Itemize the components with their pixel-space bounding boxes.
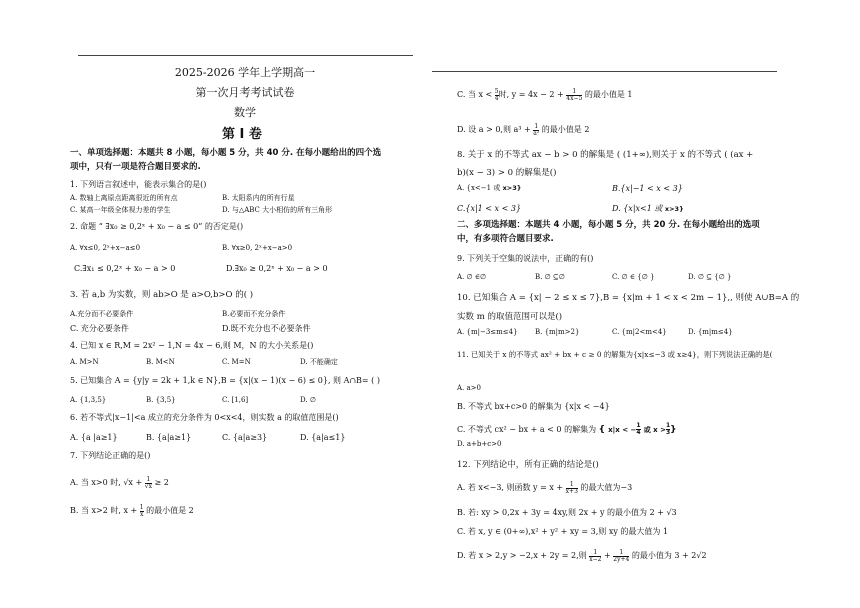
q9-option-d: D. ∅ ⊆ {∅ } (688, 273, 732, 281)
q1-option-b: B. 太阳系内的所有行星 (222, 194, 295, 202)
q12-stem: 12. 下列结论中，所有正确的结论是() (457, 460, 599, 470)
section2-heading-2: 中，有多项符合题目要求. (457, 234, 554, 244)
q8-d-tag: x>3} (664, 205, 684, 213)
q7-option-c (457, 88, 633, 102)
q7-option-b (70, 504, 194, 518)
exam-subject: 数学 (234, 106, 256, 119)
q8-option-a (457, 184, 521, 193)
q7-option-d (457, 123, 589, 137)
q7-a-pre: A. 当 x>0 时, √x + (70, 478, 145, 487)
q12-d-pre: D. 若 x > 2,y > −2,x + 2y = 2,则 (457, 551, 590, 560)
q7-c-den2: 4x−5 (566, 94, 583, 102)
q11-option-d: D. a+b+c>0 (457, 440, 502, 448)
q12-d-post: 的最小值为 3 + 2√2 (629, 551, 707, 560)
q4-option-d: D. 不能确定 (300, 358, 338, 366)
q11-c-set: { x|x < − $\frac{1}{4}$ 或 x > $\frac{1}{3}$ } (598, 422, 677, 436)
q7-c-den1: 4 (494, 94, 499, 102)
q8-option-b: B.{x|−1 < x < 3} (612, 184, 683, 193)
q1-option-c: C. 某高一年级全体视力差的学生 (70, 206, 171, 214)
q4-option-c: C. M=N (222, 358, 251, 366)
q7-b-num: 1 (139, 503, 144, 511)
q11-c-fraction2 (666, 423, 670, 436)
exam-title-line2: 第一次月考考试试卷 (195, 86, 295, 99)
q1-stem: 1. 下列语言叙述中，能表示集合的是() (70, 180, 207, 189)
q7-a-post: ≥ 2 (151, 478, 169, 487)
q1-option-d: D. 与△ABC 大小相仿的所有三角形 (222, 206, 333, 214)
exam-title-line1: 2025-2026 学年上学期高一 (174, 66, 316, 79)
q11-option-a: A. a>0 (457, 384, 481, 392)
q7-c-num2: 1 (566, 89, 582, 96)
q8-a-text: A. {x<−1 或 (457, 184, 501, 192)
q10-option-a: A. {m|−3≤m≤4} (457, 328, 518, 336)
q7-d-den: a² (533, 129, 540, 137)
q10-stem-1: 10. 已知集合 A = {x| − 2 ≤ x ≤ 7},B = {x|m + 1 < x < 2m − 1},, 则使 A∪B=A 的 (457, 293, 800, 303)
q7-c-post: 的最小值是 1 (582, 90, 633, 99)
q7-a-num: 1 (146, 475, 151, 483)
q7-c-mid: 时, y = 4x − 2 + (498, 90, 567, 99)
q10-stem-2: 实数 m 的取值范围可以是() (457, 312, 563, 322)
left-top-rule (78, 55, 413, 56)
q2-stem: 2. 命题 “ ∃x₀ ≥ 0,2ˣ + x₀ − a ≤ 0” 的否定是() (70, 222, 244, 231)
q12-a-num: 1 (566, 482, 578, 489)
section1-heading-1: 一、单项选择题：本题共 8 小题，每小题 5 分，共 40 分. 在每小题给出的四个选 (70, 148, 382, 158)
q2-option-d: D.∃x₀ ≥ 0,2ˣ + x₀ − a > 0 (226, 264, 328, 273)
q7-d-post: 的最小值是 2 (539, 125, 590, 134)
section2-heading-1: 二、多项选择题：本题共 4 小题，每小题 5 分，共 20 分. 在每小题给出的选项 (457, 220, 760, 230)
q3-option-a: A.充分而不必要条件 (70, 310, 134, 318)
q8-stem-1: 8. 关于 x 的不等式 ax − b > 0 的解集是 ( (1+∞),则关于 x 的不等式 ( (ax + (457, 150, 754, 160)
q12-d-mid: + (601, 551, 614, 560)
q9-option-b: B. ∅ ⊆∅ (535, 273, 565, 281)
q11-c-den1: 4 (636, 429, 641, 436)
q3-stem: 3. 若 a,b 为实数，则 ab>O 是 a>O,b>O 的( ) (70, 290, 254, 300)
q7-c-pre: C. 当 x < (457, 90, 495, 99)
q12-a-post: 的最大值为−3 (577, 483, 633, 492)
q12-d-num2: 1 (613, 550, 629, 557)
q2-option-c: C.∃x₁ ≤ 0,2ˣ + x₀ − a > 0 (74, 264, 176, 273)
q6-option-d: D. {a|a≤1} (300, 433, 346, 442)
q8-stem-2: b)(x − 3) > 0 的解集是() (457, 168, 557, 178)
q3-option-b: B.必要而不充分条件 (222, 310, 286, 318)
q8-a-tag: x>3} (502, 184, 522, 192)
q10-option-c: C. {m|2<m<4} (612, 328, 667, 336)
q8-option-c: C.{x|1 < x < 3} (457, 204, 522, 213)
q7-d-pre: D. 设 a > 0,则 a³ + (457, 125, 534, 134)
q3-option-c: C. 充分必要条件 (70, 324, 129, 333)
q11-c-pre: C. 不等式 cx² − bx + a < 0 的解集为 (457, 425, 597, 434)
q2-option-a: A. ∀x≤0, 2ˣ+x−a≤0 (70, 244, 141, 252)
q6-stem: 6. 若不等式|x−1|<a 成立的充分条件为 0<x<4，则实数 a 的取值范围是() (70, 413, 339, 422)
q7-a-fraction (145, 477, 152, 490)
q9-option-a: A. ∅ ∈∅ (457, 273, 487, 281)
q11-option-c (457, 420, 677, 440)
q6-option-b: B. {a|a≥1} (146, 433, 192, 442)
q7-c-fraction2 (566, 89, 582, 102)
q11-c-num1: 1 (636, 422, 641, 429)
q1-option-a: A. 数轴上离原点距离很近的所有点 (70, 194, 178, 202)
q8-option-d (612, 204, 684, 214)
q7-option-a (70, 476, 169, 490)
q12-a-pre: A. 若 x<−3, 则函数 y = x + (457, 483, 566, 492)
q6-option-c: C. {a|a≥3} (222, 433, 268, 442)
q7-b-pre: B. 当 x>2 时, x + (70, 506, 140, 515)
q6-option-a: A. {a |a≥1} (70, 433, 118, 442)
q12-option-b: B. 若: xy > 0,2x + 3y = 4xy,则 2x + y 的最小值为 2 + √3 (457, 508, 677, 517)
q12-a-den: x+3 (565, 487, 578, 495)
q11-c-den2: 3 (665, 429, 671, 436)
q5-option-a: A. {1,3,5} (70, 396, 107, 404)
q7-c-num1: 5 (494, 87, 499, 95)
q9-stem: 9. 下列关于空集的说法中，正确的有() (457, 254, 594, 263)
q12-option-c: C. 若 x, y ∈ (0+∞),x² + y² + xy = 3,则 xy 的最大值为 1 (457, 527, 669, 536)
q7-a-den: √x (144, 482, 152, 490)
q12-d-den2: 2y+4 (613, 555, 630, 563)
q11-c-num2: 1 (665, 422, 671, 429)
q7-b-post: 的最小值是 2 (143, 506, 194, 515)
q8-d-text: D. {x|x<1 或 (612, 204, 663, 213)
q12-a-fraction (566, 482, 578, 495)
q10-option-b: B. {m|m>2} (535, 328, 580, 336)
q10-option-d: D. {m|m≤4} (688, 328, 733, 336)
q7-b-den: x (139, 510, 144, 518)
right-top-rule (432, 71, 777, 72)
volume-heading: 第 Ⅰ 卷 (222, 127, 262, 142)
q11-c-set-a: x|x < − (608, 426, 637, 434)
q12-d-fraction1 (589, 550, 601, 563)
q3-option-d: D.既不充分也不必要条件 (222, 324, 311, 333)
q11-c-set-b: 或 x > (643, 426, 666, 434)
q7-d-num: 1 (534, 122, 539, 130)
section1-heading-2: 项中，只有一项是符合题目要求的. (70, 162, 201, 172)
q11-stem: 11. 已知关于 x 的不等式 ax² + bx + c ≥ 0 的解集为{x|x≤−3 或 x≥4}，则下列说法正确的是( (457, 350, 773, 359)
q4-option-a: A. M>N (70, 358, 99, 366)
q4-stem: 4. 已知 x ∈ R,M = 2x² − 1,N = 4x − 6,则 M，N 的大小关系是() (70, 341, 314, 350)
q4-option-b: B. M<N (146, 358, 175, 366)
q5-option-d: D. ∅ (300, 396, 316, 404)
q12-option-d (457, 549, 707, 563)
q5-option-c: C. [1,6] (222, 396, 249, 404)
q11-option-b: B. 不等式 bx+c>0 的解集为 {x|x < −4} (457, 402, 610, 411)
q7-stem: 7. 下列结论正确的是() (70, 451, 151, 460)
q2-option-b: B. ∀x≥0, 2ˣ+x−a>0 (222, 244, 293, 252)
q11-c-fraction1 (636, 423, 640, 436)
q12-d-den1: x−2 (589, 555, 602, 563)
q12-d-fraction2 (613, 550, 629, 563)
q12-option-a (457, 481, 632, 495)
q9-option-c: C. ∅ ∈ {∅ } (612, 273, 655, 281)
q5-stem: 5. 已知集合 A = {y|y = 2k + 1,k ∈ N},B = {x|(x − 1)(x − 6) ≤ 0}, 则 A∩B= ( ) (70, 376, 380, 385)
q12-d-num1: 1 (589, 550, 601, 557)
q5-option-b: B. {3,5} (146, 396, 176, 404)
